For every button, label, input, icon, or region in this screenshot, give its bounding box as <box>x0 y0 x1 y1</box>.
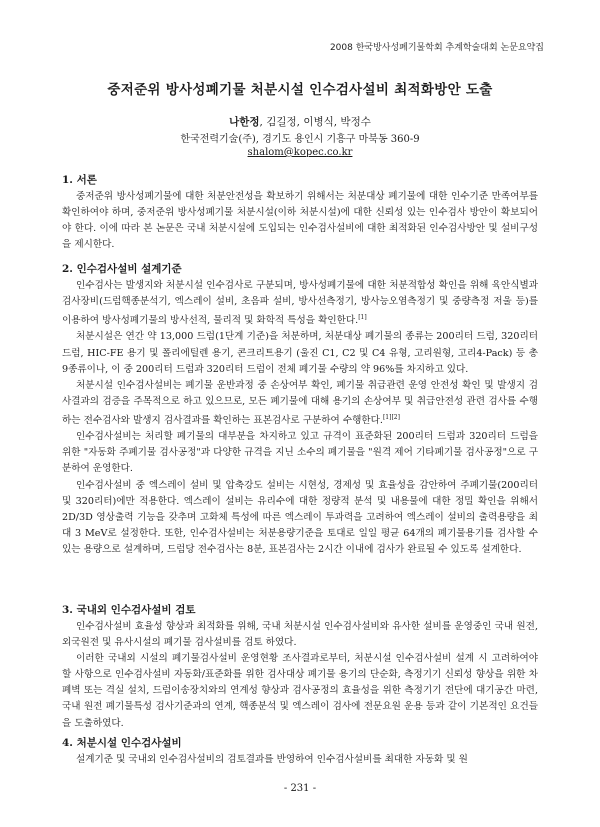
conference-header: 2008 한국방사성폐기물학회 추계학술대회 논문요약집 <box>329 43 544 53</box>
paragraph: 이러한 국내외 시설의 폐기물검사설비 운영현황 조사결과로부터, 처분시설 인수검사설비 설계 시 고려하여야 할 사항으로 인수검사설비 자동화/표준화를 위한 검사대상 폐기물 용기의 단순화, 측정기기 신뢰성 향상을 위한 차폐벽 또는 격실 설치, 드럼이송장치와의 연계성 향상과 검사공정의 효율성을 위한 측정기기 전단에 대기공간 마련, 국내 원전 폐기물특성 검사기준과의 연계, 핵종분석 및 엑스레이 검사에 전문요원 운용 등과 같이 기본적인 요건들을 도출하였다. <box>62 653 538 729</box>
paragraph: 인수검사설비는 처리할 폐기물의 대부분을 차지하고 있고 규격이 표준화된 200리터 드럼과 320리터 드럼을 위한 "자동화 주폐기물 검사공정"과 다양한 규격을 지닌 소수의 폐기물을 "원격 제어 기타폐기물 검사공정"으로 구분하여 운영한다. <box>62 431 538 475</box>
reference-mark: [1][2] <box>382 413 400 421</box>
section-heading: 1. 서론 <box>62 174 97 186</box>
section-heading: 2. 인수검사설비 설계기준 <box>62 263 182 275</box>
paragraph: 처분시설 인수검사설비는 폐기물 운반과정 중 손상여부 확인, 폐기물 취급관련 운영 안전성 확인 및 발생지 검사결과의 검증을 주목적으로 하고 있으므로, 모든 폐기물에 대해 용기의 손상여부 및 취급안전성 관련 검사를 수행하는 전수검사와 발생지 검사결과를 확인하는 표본검사로 구분하여 수행한다.[1][2] <box>62 379 538 427</box>
author-email: shalom@kopec.co.kr <box>247 147 353 158</box>
paragraph: 중저준위 방사성폐기물에 대한 처분안전성을 확보하기 위해서는 처분대상 폐기물에 대한 인수기준 만족여부를 확인하여야 하며, 중저준위 방사성폐기물 처분시설(이하 처분시설)에 대한 신뢰성 있는 인수검사 방안이 확보되어야 한다. 이에 따라 본 논문은 국내 처분시설에 도입되는 인수검사설비에 대한 최적화된 인수검사방안 및 설비구성을 제시한다. <box>62 191 538 251</box>
section-review <box>62 603 538 732</box>
paragraph: 인수검사설비 중 엑스레이 설비 및 압축강도 설비는 시현성, 경제성 및 효율성을 감안하여 주폐기물(200리터 및 320리터)에만 적용한다. 엑스레이 설비는 유리수에 대한 정량적 분석 및 내용물에 대한 정밀 확인을 위해서 2D/3D 영상출력 기능을 갖추며 고화체 특성에 따른 엑스레이 투과력을 고려하여 엑스레이 설비의 출력용량을 최대 3 MeV로 설정한다. 또한, 인수검사설비는 처분용량기준을 토대로 일일 평균 64개의 폐기물용기를 검사할 수 있는 용량으로 설계하며, 드럼당 전수검사는 8분, 표본검사는 2시간 이내에 검사가 완료될 수 있도록 설계한다. <box>62 479 538 555</box>
paragraph: 인수검사설비 효율성 향상과 최적화를 위해, 국내 처분시설 인수검사설비와 유사한 설비를 운영중인 국내 원전, 외국원전 및 유사시설의 폐기물 검사설비를 검토 하였다. <box>62 621 538 649</box>
section-design-criteria <box>62 262 538 558</box>
paragraph: 인수검사는 발생지와 처분시설 인수검사로 구분되며, 방사성폐기물에 대한 처분적합성 확인을 위해 육안식별과 검사장비(드럼핵종분석기, 엑스레이 설비, 초음파 설비, 방사선측정기, 방사능오염측정기 및 중량측정 저울 등)를 이용하여 방사성폐기물의 방사선적, 물리적 및 화학적 특성을 확인한다.[1] <box>62 280 538 327</box>
paper-title: 중저준위 방사성폐기물 처분시설 인수검사설비 최적화방안 도출 <box>107 82 493 98</box>
page-number: - 231 - <box>283 783 317 794</box>
paragraph: 설계기준 및 국내외 인수검사설비의 검토결과를 반영하여 인수검사설비를 최대한 자동화 및 원 <box>76 754 468 765</box>
co-authors: , 김길정, 이병식, 박정수 <box>259 116 371 128</box>
author-list <box>0 114 600 129</box>
affiliation: 한국전력기술(주), 경기도 용인시 기흥구 마북동 360-9 <box>180 134 420 145</box>
section-introduction <box>62 173 538 253</box>
section-heading: 4. 처분시설 인수검사설비 <box>62 737 182 749</box>
reference-mark: [1] <box>358 314 367 322</box>
section-inspection-facility <box>62 736 538 768</box>
lead-author: 나한정 <box>229 116 260 128</box>
section-heading: 3. 국내외 인수검사설비 검토 <box>62 604 196 616</box>
paragraph: 처분시설은 연간 약 13,000 드럼(1단계 기준)을 처분하며, 처분대상 폐기물의 종류는 200리터 드럼, 320리터 드럼, HIC-FE 용기 및 폴리에틸렌 용기, 콘크리트용기 (울진 C1, C2 및 C4 유형, 고리원형, 고리4-Pack) 등 총 9종류이나, 이 중 200리터 드럼과 320리터 드럼이 전체 폐기물 수량의 약 96%를 차지하고 있다. <box>62 331 538 375</box>
